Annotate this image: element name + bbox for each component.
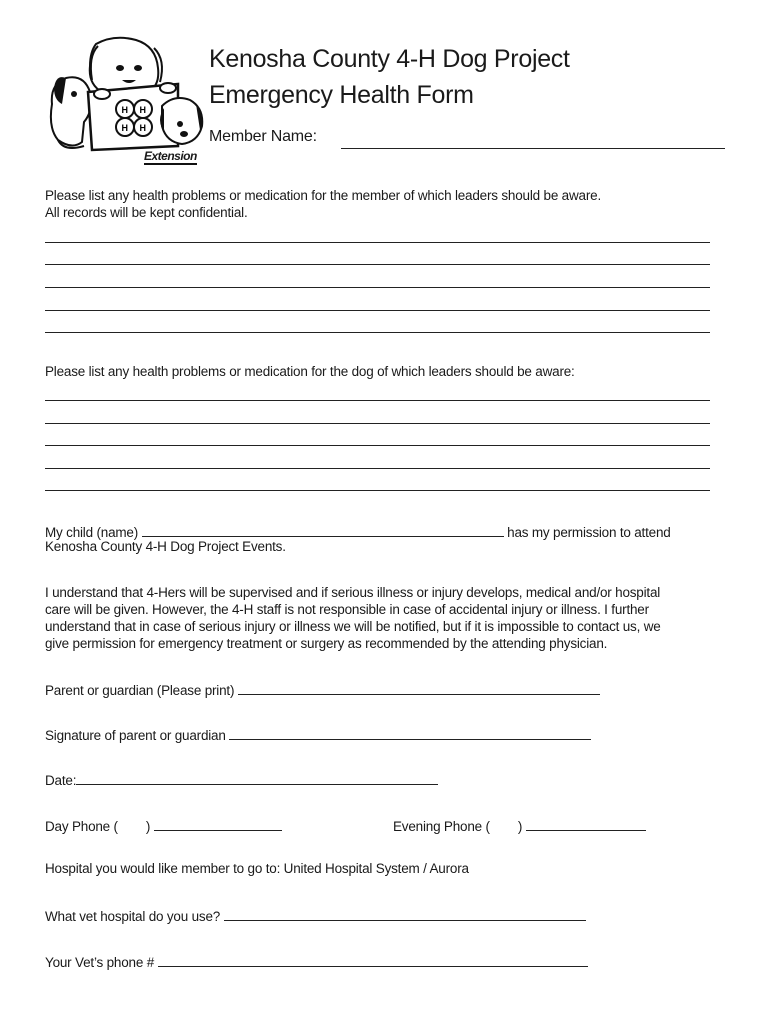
form-title-line1: Kenosha County 4-H Dog Project [209, 45, 570, 73]
svg-text:H: H [139, 105, 146, 115]
day-phone-paren: ) [145, 819, 151, 834]
svg-text:H: H [121, 123, 128, 133]
dog-health-line[interactable] [45, 400, 710, 401]
dog-health-line[interactable] [45, 490, 710, 491]
consent-line4: give permission for emergency treatment or surgery as recommended by the attending physician. [45, 636, 608, 651]
day-phone-field[interactable] [154, 816, 282, 831]
evening-phone-field[interactable] [526, 816, 646, 831]
vet-phone-field[interactable] [158, 952, 588, 967]
vet-hospital-row [45, 906, 586, 924]
permission-row [45, 522, 671, 540]
evening-phone-paren: ) [517, 819, 523, 834]
member-name-label: Member Name: [209, 128, 317, 145]
svg-text:H: H [121, 105, 128, 115]
parent-print-label: Parent or guardian (Please print) [45, 683, 235, 698]
member-health-line[interactable] [45, 242, 710, 243]
evening-phone-row [393, 816, 646, 834]
four-h-dog-logo [44, 34, 208, 174]
member-health-prompt-line2: All records will be kept confidential. [45, 205, 248, 220]
extension-logo-text: Extension [144, 149, 197, 163]
vet-hospital-label: What vet hospital do you use? [45, 909, 221, 924]
parent-print-field[interactable] [238, 680, 600, 695]
signature-field[interactable] [229, 725, 591, 740]
svg-text:H: H [139, 123, 146, 133]
vet-phone-label: Your Vet’s phone # [45, 955, 155, 970]
consent-line2: care will be given. However, the 4-H staff is not responsible in case of accidental injury or illness. I further [45, 602, 649, 617]
dog-health-prompt: Please list any health problems or medication for the dog of which leaders should be aware: [45, 364, 575, 379]
dog-health-line[interactable] [45, 468, 710, 469]
date-row [45, 770, 438, 788]
signature-row [45, 725, 591, 743]
member-name-field[interactable] [341, 148, 725, 149]
permission-label-end: has my permission to attend [507, 525, 671, 540]
day-phone-row [45, 816, 282, 834]
date-label: Date: [45, 773, 77, 788]
consent-line1: I understand that 4-Hers will be supervised and if serious illness or injury develops, medical and/or hospital [45, 585, 661, 600]
hospital-label: Hospital you would like member to go to: United Hospital System / Aurora [45, 861, 469, 876]
permission-line2: Kenosha County 4-H Dog Project Events. [45, 539, 286, 554]
evening-phone-label: Evening Phone ( [393, 819, 490, 834]
member-health-line[interactable] [45, 264, 710, 265]
vet-phone-row [45, 952, 588, 970]
permission-label-start: My child (name) [45, 525, 139, 540]
member-health-prompt-line1: Please list any health problems or medication for the member of which leaders should be aware. [45, 188, 601, 203]
dog-health-line[interactable] [45, 423, 710, 424]
day-phone-label: Day Phone ( [45, 819, 118, 834]
form-title-line2: Emergency Health Form [209, 81, 474, 109]
signature-label: Signature of parent or guardian [45, 728, 226, 743]
member-health-line[interactable] [45, 287, 710, 288]
member-health-line[interactable] [45, 332, 710, 333]
dog-health-line[interactable] [45, 445, 710, 446]
member-health-line[interactable] [45, 310, 710, 311]
vet-hospital-field[interactable] [224, 906, 586, 921]
child-name-field[interactable] [142, 522, 504, 537]
parent-print-row [45, 680, 600, 698]
date-field[interactable] [76, 770, 438, 785]
consent-line3: understand that in case of serious injury or illness we will be notified, but if it is impossible to contact us, we [45, 619, 661, 634]
